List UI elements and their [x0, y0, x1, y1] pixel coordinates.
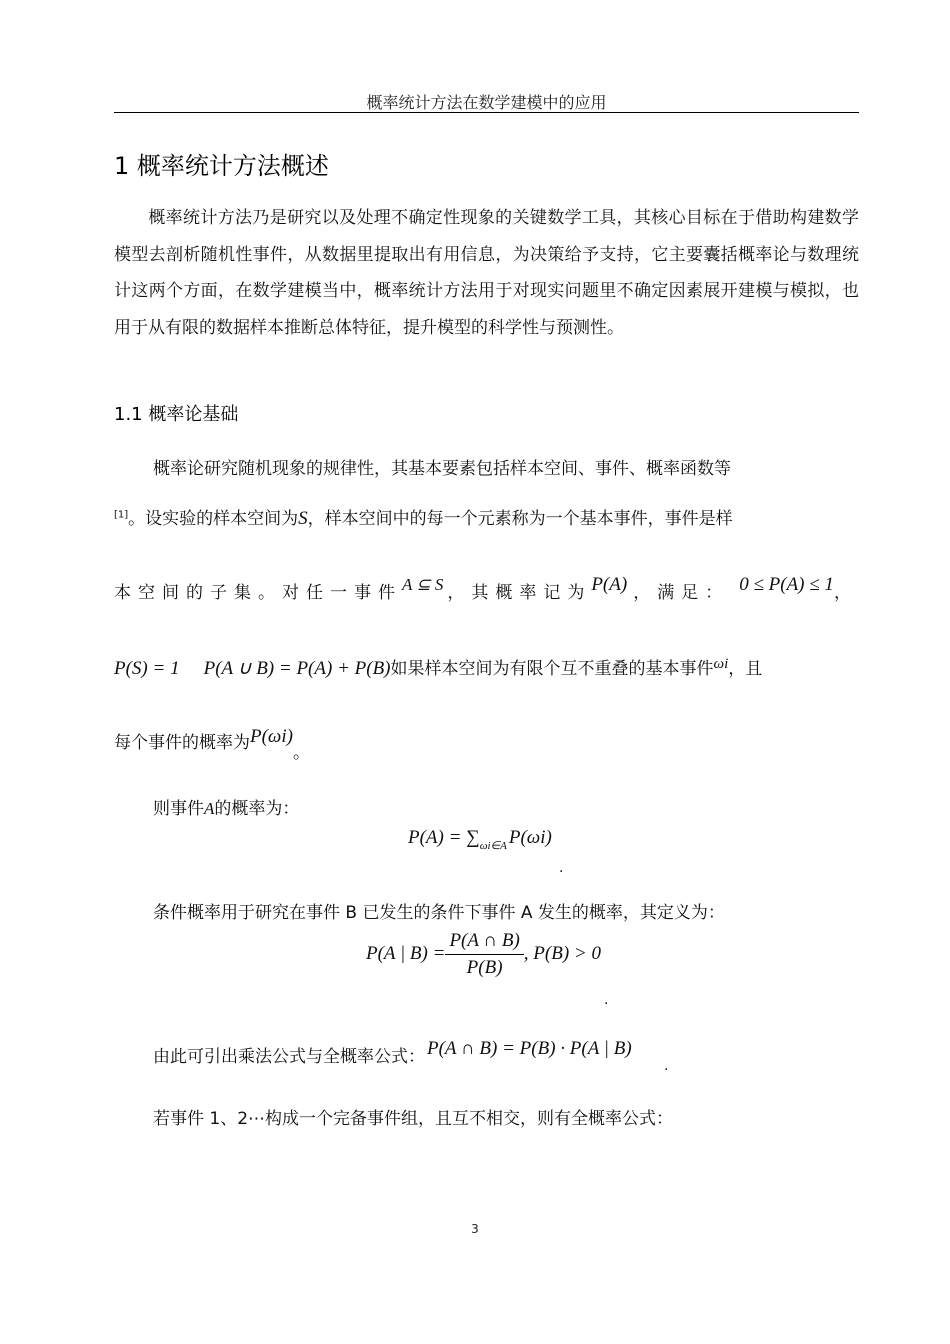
elementary-probability-expression: P(ωi) — [250, 726, 293, 747]
formula-3-period: . — [664, 1058, 669, 1074]
formula-event-probability — [408, 827, 552, 852]
body-line-6-b: 的概率为： — [214, 799, 300, 819]
body-line-3-part-b: ，其概率记为 — [447, 583, 592, 603]
citation-ref: [1] — [114, 509, 129, 521]
formula-2-lhs: P(A | B) = — [366, 942, 446, 964]
formula-1-main: P(A) = ∑ — [408, 827, 480, 848]
subset-expression: A ⊆ S — [402, 575, 444, 594]
body-line-3-part-a: 本空间的子集。对任一事件 — [114, 583, 402, 603]
formula-2-denominator: P(B) — [466, 957, 503, 978]
body-line-4 — [114, 654, 762, 680]
body-line-2-part-b: ，样本空间中的每一个元素称为一个基本事件，事件是样 — [307, 509, 733, 529]
body-line-9: 若事件 1、2⋯构成一个完备事件组，且互不相交，则有全概率公式： — [153, 1109, 674, 1129]
formula-2-numerator: P(A ∩ B) — [445, 930, 523, 955]
running-header: 概率统计方法在数学建模中的应用 — [366, 93, 607, 112]
body-line-8-text: 由此可引出乘法公式与全概率公式： — [153, 1047, 425, 1067]
range-expression: 0 ≤ P(A) ≤ 1 — [739, 574, 834, 595]
body-line-3-part-c: ，满足： — [633, 583, 730, 603]
formula-2-fraction — [445, 930, 523, 979]
intro-paragraph — [114, 200, 859, 346]
body-line-4-text: 如果样本空间为有限个互不重叠的基本事件 — [390, 659, 714, 679]
page-number: 3 — [471, 1222, 479, 1236]
subsection-heading: 1.1 概率论基础 — [114, 404, 239, 425]
probability-expression: P(A) — [591, 574, 628, 595]
formula-2-condition: , P(B) > 0 — [523, 942, 601, 964]
body-line-1: 概率论研究随机现象的规律性，其基本要素包括样本空间、事件、概率函数等 — [153, 459, 731, 479]
event-symbol: A — [204, 799, 215, 818]
body-line-6 — [153, 794, 299, 819]
body-line-3-comma: ， — [833, 583, 851, 603]
additivity-axiom: P(A ∪ B) = P(A) + P(B) — [203, 658, 391, 679]
formula-1-period: . — [559, 860, 564, 876]
elementary-event-symbol: ωi — [713, 656, 729, 672]
body-line-7: 条件概率用于研究在事件 B 已发生的条件下事件 A 发生的概率，其定义为： — [153, 903, 725, 923]
body-line-4-end: ，且 — [728, 659, 763, 679]
formula-2-period: . — [604, 992, 609, 1008]
formula-conditional-probability — [366, 930, 601, 979]
multiplication-formula: P(A ∩ B) = P(B) · P(A | B) — [427, 1038, 632, 1059]
body-line-5-text: 每个事件的概率为 — [114, 733, 250, 753]
intro-paragraph-text: 概率统计方法乃是研究以及处理不确定性现象的关键数学工具，其核心目标在于借助构建数学模型去剖析随机性事件，从数据里提取出有用信息，为决策给予支持，它主要囊括概率论与数理统计这两个方面，在数学建模当中，概率统计方法用于对现实问题里不确定因素展开建模与模拟，也用于从有限的数据样本推断总体特征，提升模型的科学性与预测性。 — [114, 208, 859, 338]
body-line-5 — [114, 726, 310, 763]
formula-1-tail: P(ωi) — [508, 827, 552, 848]
section-heading: 1 概率统计方法概述 — [114, 152, 329, 180]
body-line-2-part-a: 。设实验的样本空间为 — [128, 509, 299, 529]
body-line-2 — [114, 504, 733, 530]
header-rule — [114, 112, 859, 113]
body-line-3 — [114, 574, 851, 604]
sample-space-axiom: P(S) = 1 — [114, 658, 180, 679]
body-line-8 — [153, 1038, 632, 1068]
sample-space-symbol: S — [298, 508, 308, 529]
body-line-6-a: 则事件 — [153, 799, 204, 819]
formula-1-subscript: ωi∈A — [479, 840, 507, 852]
body-line-5-end: 。 — [292, 743, 310, 763]
